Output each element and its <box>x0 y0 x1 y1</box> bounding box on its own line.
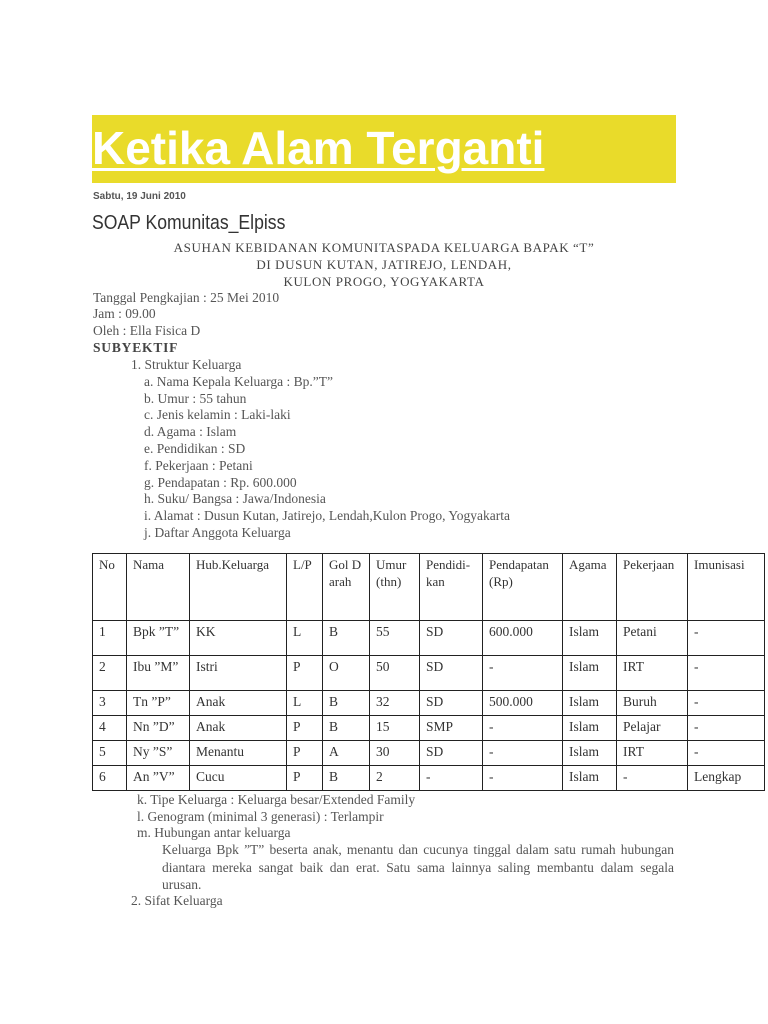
cell-pendapatan: 500.000 <box>483 691 563 716</box>
header-hub-keluarga: Hub.Keluarga <box>190 554 287 621</box>
cell-gol: B <box>323 766 370 791</box>
cell-pekerjaan: Petani <box>617 621 688 656</box>
cell-pendapatan: - <box>483 741 563 766</box>
cell-pendidikan: SD <box>420 691 483 716</box>
header-pekerjaan: Pekerjaan <box>617 554 688 621</box>
cell-nama: Nn ”D” <box>127 716 190 741</box>
cell-imunisasi: - <box>688 656 765 691</box>
header-no: No <box>93 554 127 621</box>
cell-no: 3 <box>93 691 127 716</box>
table-row <box>93 691 765 716</box>
cell-pendapatan: - <box>483 766 563 791</box>
cell-pendidikan: SMP <box>420 716 483 741</box>
cell-no: 1 <box>93 621 127 656</box>
cell-lp: P <box>287 766 323 791</box>
cell-agama: Islam <box>563 741 617 766</box>
cell-pendapatan: 600.000 <box>483 621 563 656</box>
cell-no: 2 <box>93 656 127 691</box>
subitem-h: h. Suku/ Bangsa : Jawa/Indonesia <box>144 491 326 506</box>
cell-gol: O <box>323 656 370 691</box>
cell-no: 4 <box>93 716 127 741</box>
post-title[interactable]: SOAP Komunitas_Elpiss <box>92 212 286 234</box>
cell-pendidikan: SD <box>420 656 483 691</box>
subitem-e: e. Pendidikan : SD <box>144 441 246 456</box>
header-gol-darah: Gol Darah <box>323 554 370 621</box>
cell-umur: 55 <box>370 621 420 656</box>
cell-pendapatan: - <box>483 656 563 691</box>
doc-heading-line-1: ASUHAN KEBIDANAN KOMUNITASPADA KELUARGA BAPAK “T” <box>173 240 595 255</box>
meta-author: Oleh : Ella Fisica D <box>93 323 201 338</box>
subitem-g: g. Pendapatan : Rp. 600.000 <box>144 475 297 490</box>
table-row <box>93 656 765 691</box>
cell-lp: P <box>287 656 323 691</box>
post-date: Sabtu, 19 Juni 2010 <box>93 191 186 202</box>
cell-hub: Cucu <box>190 766 287 791</box>
cell-umur: 15 <box>370 716 420 741</box>
cell-hub: Anak <box>190 691 287 716</box>
cell-pendapatan: - <box>483 716 563 741</box>
header-nama: Nama <box>127 554 190 621</box>
subitem-j: j. Daftar Anggota Keluarga <box>144 525 291 540</box>
section-heading: SUBYEKTIF <box>93 340 179 355</box>
cell-hub: Menantu <box>190 741 287 766</box>
header-imunisasi: Imunisasi <box>688 554 765 621</box>
cell-pekerjaan: Buruh <box>617 691 688 716</box>
item-struktur-keluarga: 1. Struktur Keluarga <box>131 357 242 372</box>
cell-lp: L <box>287 621 323 656</box>
item-k-tipe-keluarga: k. Tipe Keluarga : Keluarga besar/Extended Family <box>137 792 416 807</box>
cell-lp: L <box>287 691 323 716</box>
cell-nama: Ny ”S” <box>127 741 190 766</box>
doc-heading-line-2: DI DUSUN KUTAN, JATIREJO, LENDAH, <box>256 257 512 272</box>
cell-no: 6 <box>93 766 127 791</box>
cell-imunisasi: - <box>688 741 765 766</box>
cell-imunisasi: Lengkap <box>688 766 765 791</box>
cell-hub: Istri <box>190 656 287 691</box>
cell-umur: 2 <box>370 766 420 791</box>
table-row <box>93 621 765 656</box>
cell-no: 5 <box>93 741 127 766</box>
cell-agama: Islam <box>563 691 617 716</box>
cell-agama: Islam <box>563 766 617 791</box>
subitem-f: f. Pekerjaan : Petani <box>144 458 253 473</box>
table-row <box>93 741 765 766</box>
subitem-i: i. Alamat : Dusun Kutan, Jatirejo, Lendah,Kulon Progo, Yogyakarta <box>144 508 510 523</box>
subitem-c: c. Jenis kelamin : Laki-laki <box>144 407 291 422</box>
cell-imunisasi: - <box>688 621 765 656</box>
cell-imunisasi: - <box>688 716 765 741</box>
subitem-a: a. Nama Kepala Keluarga : Bp.”T” <box>144 374 334 389</box>
header-pendidikan: Pendidi-kan <box>420 554 483 621</box>
cell-umur: 50 <box>370 656 420 691</box>
cell-imunisasi: - <box>688 691 765 716</box>
family-members-table <box>92 553 765 791</box>
header-pendapatan: Pendapatan (Rp) <box>483 554 563 621</box>
cell-pendidikan: SD <box>420 741 483 766</box>
header-lp: L/P <box>287 554 323 621</box>
item-m-hubungan: m. Hubungan antar keluarga <box>137 825 291 840</box>
cell-pekerjaan: IRT <box>617 741 688 766</box>
cell-lp: P <box>287 741 323 766</box>
cell-pendidikan: SD <box>420 621 483 656</box>
item-l-genogram: l. Genogram (minimal 3 generasi) : Terlampir <box>137 809 384 824</box>
cell-nama: An ”V” <box>127 766 190 791</box>
cell-gol: B <box>323 716 370 741</box>
table-header-row <box>93 554 765 621</box>
cell-lp: P <box>287 716 323 741</box>
cell-umur: 30 <box>370 741 420 766</box>
cell-nama: Tn ”P” <box>127 691 190 716</box>
header-agama: Agama <box>563 554 617 621</box>
table-row <box>93 766 765 791</box>
hubungan-paragraph: Keluarga Bpk ”T” beserta anak, menantu dan cucunya tinggal dalam satu rumah hubungan diantara mereka sangat baik dan erat. Satu sama lainnya saling membantu dalam segala urusan. <box>162 842 674 892</box>
cell-pekerjaan: IRT <box>617 656 688 691</box>
cell-hub: KK <box>190 621 287 656</box>
doc-heading-line-3: KULON PROGO, YOGYAKARTA <box>283 274 485 289</box>
cell-umur: 32 <box>370 691 420 716</box>
cell-agama: Islam <box>563 716 617 741</box>
blog-title-link[interactable]: Ketika Alam Terganti <box>92 122 545 174</box>
cell-pekerjaan: - <box>617 766 688 791</box>
blog-header-banner <box>92 115 676 183</box>
cell-agama: Islam <box>563 621 617 656</box>
cell-gol: B <box>323 621 370 656</box>
cell-gol: B <box>323 691 370 716</box>
cell-gol: A <box>323 741 370 766</box>
header-umur: Umur (thn) <box>370 554 420 621</box>
item-sifat-keluarga: 2. Sifat Keluarga <box>131 893 223 908</box>
meta-date: Tanggal Pengkajian : 25 Mei 2010 <box>93 290 280 305</box>
cell-hub: Anak <box>190 716 287 741</box>
cell-pendidikan: - <box>420 766 483 791</box>
cell-nama: Bpk ”T” <box>127 621 190 656</box>
subitem-b: b. Umur : 55 tahun <box>144 391 247 406</box>
cell-pekerjaan: Pelajar <box>617 716 688 741</box>
cell-nama: Ibu ”M” <box>127 656 190 691</box>
meta-time: Jam : 09.00 <box>93 306 156 321</box>
cell-agama: Islam <box>563 656 617 691</box>
subitem-d: d. Agama : Islam <box>144 424 237 439</box>
table-row <box>93 716 765 741</box>
